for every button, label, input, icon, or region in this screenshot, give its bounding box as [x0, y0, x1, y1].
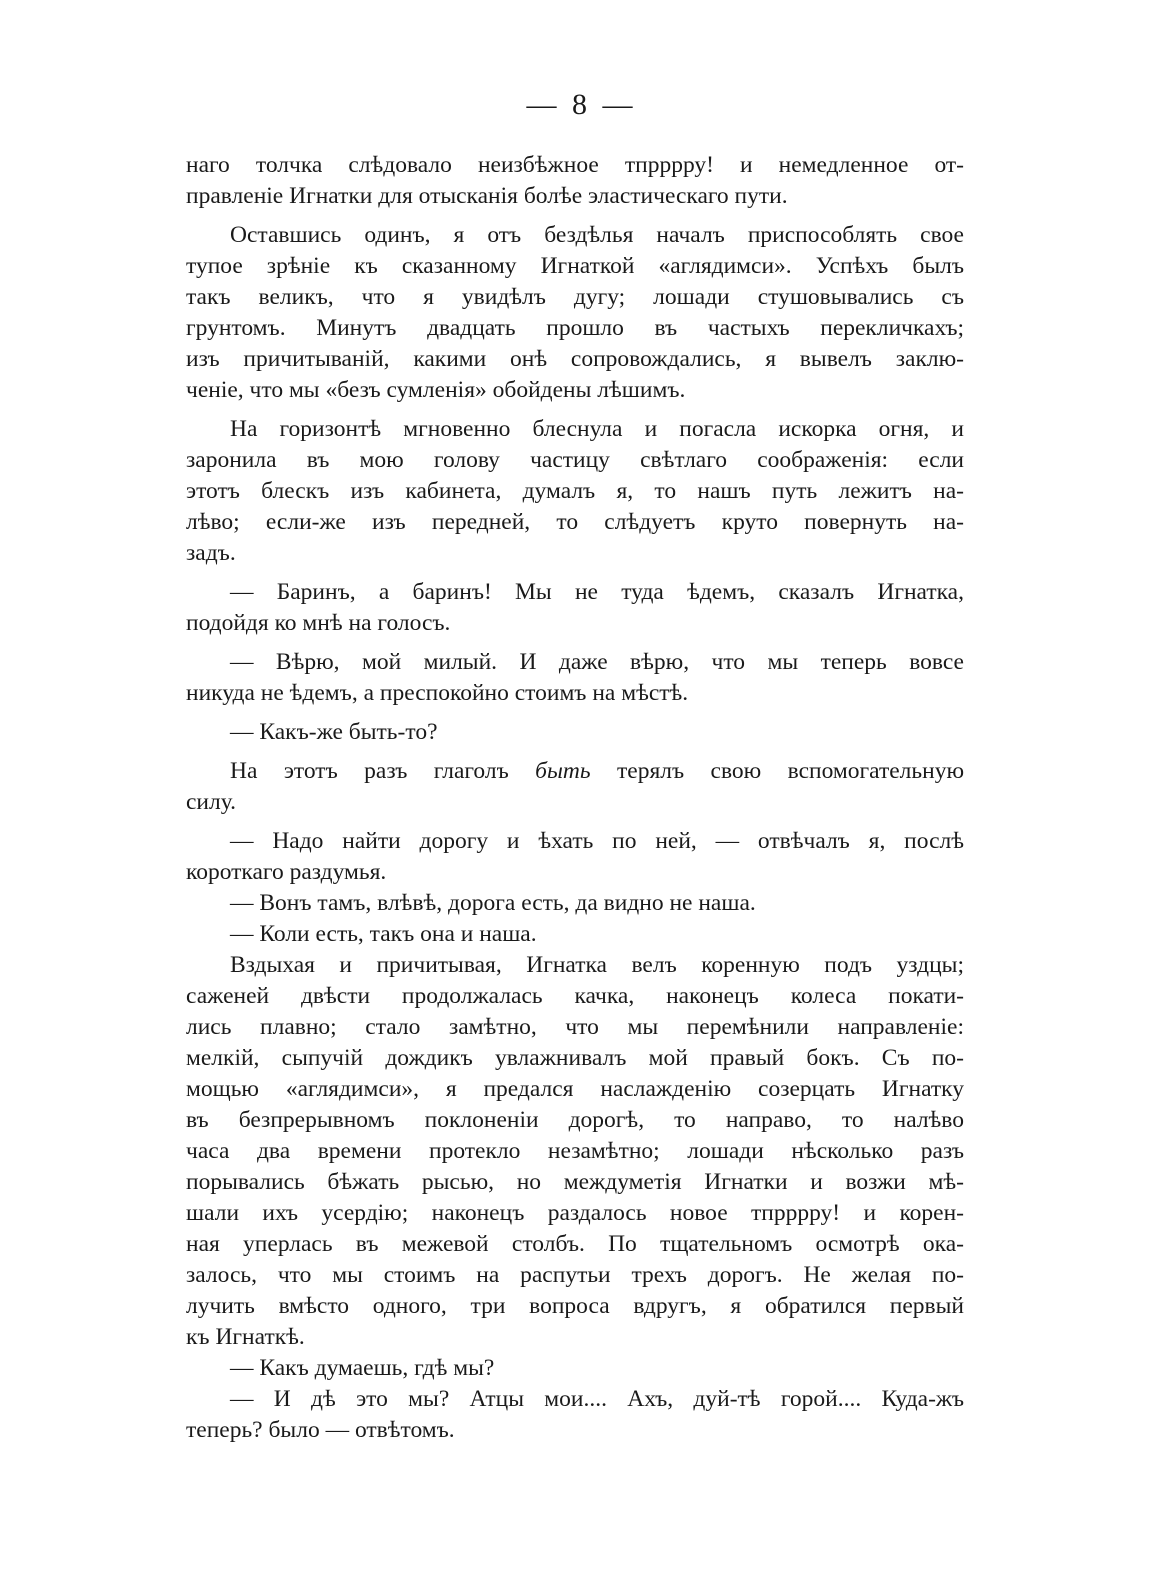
text-line: — Какъ-же быть-то?	[230, 719, 438, 745]
text-line: — Вонъ тамъ, влѣвѣ, дорога есть, да видно не наша.	[230, 890, 756, 916]
text-line: короткаго раздумья.	[186, 859, 387, 885]
text-line: — Баринъ, а баринъ! Мы не туда ѣдемъ, сказалъ Игнатка,	[230, 579, 964, 605]
text-line: Оставшись одинъ, я отъ бездѣлья началъ приспособлять свое	[230, 222, 964, 248]
text-line: подойдя ко мнѣ на голосъ.	[186, 610, 451, 636]
text-line: изъ причитываній, какими онѣ сопровождались, я вывелъ заклю-	[186, 346, 964, 372]
italic-word: быть	[535, 758, 591, 784]
text-line: мелкій, сыпучій дождикъ увлажнивалъ мой правый бокъ. Съ по-	[186, 1045, 964, 1071]
text-line: силу.	[186, 789, 237, 815]
text-line: задъ.	[186, 540, 236, 566]
text-line: теперь? было — отвѣтомъ.	[186, 1417, 455, 1443]
text-line: мощью «аглядимси», я предался наслажденію созерцать Игнатку	[186, 1076, 964, 1102]
text-line: саженей двѣсти продолжалась качка, наконецъ колеса покати-	[186, 983, 964, 1009]
text-line: въ безпрерывномъ поклоненіи дорогѣ, то направо, то налѣво	[186, 1107, 964, 1133]
text-line: ченіе, что мы «безъ сумленія» обойдены лѣшимъ.	[186, 377, 686, 403]
text-line: — И дѣ это мы? Атцы мои.... Ахъ, дуй-тѣ горой.... Куда-жъ	[230, 1386, 964, 1412]
text-line: заронила въ мою голову частицу свѣтлаго соображенія: если	[186, 447, 964, 473]
text-line: грунтомъ. Минутъ двадцать прошло въ частыхъ перекличкахъ;	[186, 315, 964, 341]
text-line: порывались бѣжать рысью, но междуметія Игнатки и возжи мѣ-	[186, 1169, 964, 1195]
text-line: шали ихъ усердію; наконецъ раздалось новое тпрррру! и корен-	[186, 1200, 964, 1226]
text-line: — Какъ думаешь, гдѣ мы?	[230, 1355, 495, 1381]
text-line: Вздыхая и причитывая, Игнатка велъ коренную подъ уздцы;	[230, 952, 964, 978]
text-fragment: На этотъ разъ глаголъ	[230, 758, 536, 784]
text-fragment: терялъ свою вспомогательную	[590, 758, 965, 784]
text-line: такъ великъ, что я увидѣлъ дугу; лошади стушовывались съ	[186, 284, 964, 310]
text-line: залось, что мы стоимъ на распутьи трехъ дорогъ. Не желая по-	[186, 1262, 964, 1288]
text-line	[186, 756, 964, 787]
text-line: — Надо найти дорогу и ѣхать по ней, — отвѣчалъ я, послѣ	[230, 828, 964, 854]
text-line: часа два времени протекло незамѣтно; лошади нѣсколько разъ	[186, 1138, 964, 1164]
text-line: къ Игнаткѣ.	[186, 1324, 305, 1350]
text-line: На горизонтѣ мгновенно блеснула и погасла искорка огня, и	[230, 416, 964, 442]
text-line: лѣво; если-же изъ передней, то слѣдуетъ круто повернуть на-	[186, 509, 964, 535]
body-text	[186, 150, 964, 1446]
text-line: — Вѣрю, мой милый. И даже вѣрю, что мы теперь вовсе	[230, 649, 964, 675]
text-line: правленіе Игнатки для отысканія болѣе эластическаго пути.	[186, 183, 788, 209]
text-line: наго толчка слѣдовало неизбѣжное тпрррру! и немедленное от-	[186, 152, 964, 178]
text-line: тупое зрѣніе къ сказанному Игнаткой «аглядимси». Успѣхъ былъ	[186, 253, 964, 279]
text-line: этотъ блескъ изъ кабинета, думалъ я, то нашъ путь лежитъ на-	[186, 478, 964, 504]
text-line: ная уперлась въ межевой столбъ. По тщательномъ осмотрѣ ока-	[186, 1231, 964, 1257]
text-line: — Коли есть, такъ она и наша.	[230, 921, 537, 947]
text-line: лучить вмѣсто одного, три вопроса вдругъ, я обратился первый	[186, 1293, 964, 1319]
text-line: никуда не ѣдемъ, а преспокойно стоимъ на мѣстѣ.	[186, 680, 689, 706]
page-number: — 8 —	[526, 88, 637, 121]
text-line: лись плавно; стало замѣтно, что мы перемѣнили направленіе:	[186, 1014, 964, 1040]
